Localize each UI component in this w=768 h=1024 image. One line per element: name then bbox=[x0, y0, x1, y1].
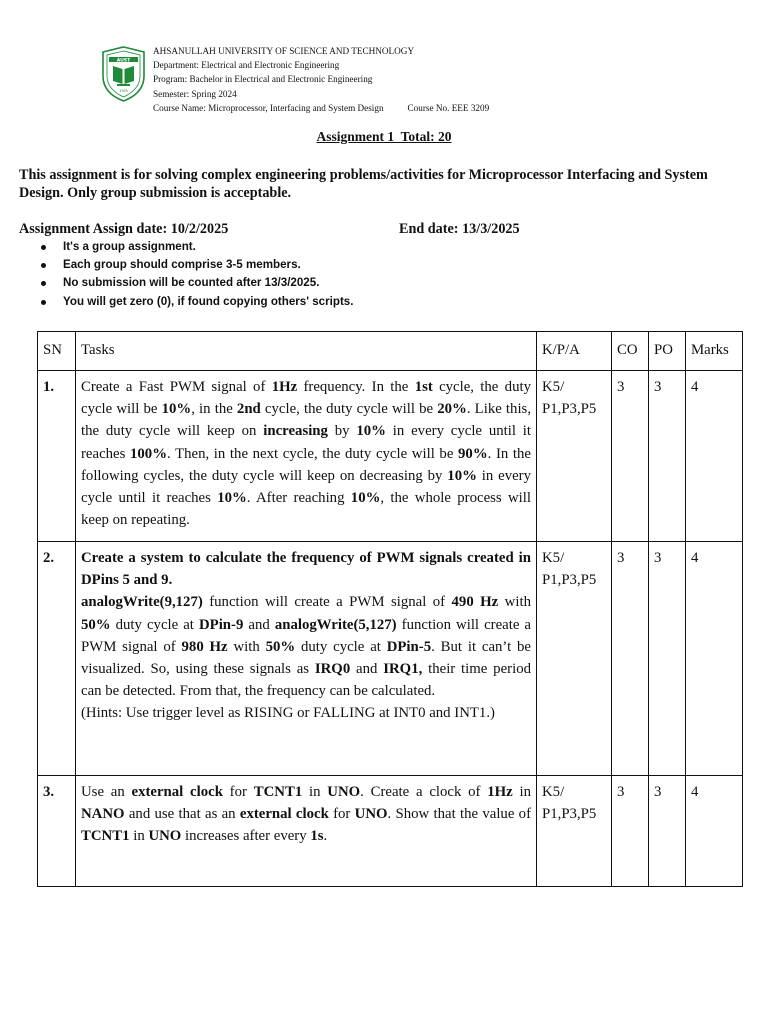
task-text: . Create a clock of bbox=[360, 784, 488, 800]
task-text-bold: UNO bbox=[148, 828, 182, 845]
col-header-po: PO bbox=[649, 332, 686, 371]
rule-item: It's a group assignment. bbox=[24, 238, 353, 256]
task-sn: 2. bbox=[38, 542, 76, 776]
task-text: increases after every bbox=[181, 828, 311, 845]
logo-year: 1995 bbox=[119, 89, 128, 93]
task-text-bold: DPin-9 bbox=[198, 616, 244, 633]
end-date: End date: 13/3/2025 bbox=[399, 221, 520, 237]
rules-list bbox=[24, 238, 353, 311]
task-text-bold: 1st bbox=[414, 379, 433, 395]
task-text-bold: 1Hz bbox=[487, 784, 513, 800]
rule-item: You will get zero (0), if found copying others' scripts. bbox=[24, 293, 353, 311]
task-text-bold: IRQ1, bbox=[383, 661, 423, 678]
task-text-bold: 50% bbox=[81, 616, 111, 633]
task-text: and bbox=[243, 616, 275, 633]
task-text: cycle, the duty cycle will be bbox=[260, 401, 438, 418]
bullet-icon bbox=[41, 281, 46, 286]
task-text-bold: 20% bbox=[437, 401, 467, 418]
tasks-table bbox=[37, 331, 743, 887]
task-text-bold: analogWrite(5,127) bbox=[274, 616, 397, 633]
task-text: duty cycle at bbox=[110, 616, 199, 633]
task-text-bold: 10% bbox=[161, 401, 192, 418]
task-text: duty cycle at bbox=[295, 638, 387, 655]
task-text: in bbox=[512, 784, 531, 800]
task-text-bold: 10% bbox=[447, 467, 477, 484]
task-text: their time period can be detected. From that, the frequency can be calculated. bbox=[81, 661, 531, 700]
course-name: Course Name: Microprocessor, Interfacing and System Design bbox=[153, 102, 384, 113]
course-number: Course No. EEE 3209 bbox=[407, 102, 490, 113]
task-text: (Hints: Use trigger level as RISING or FALLING at INT0 and INT1.) bbox=[81, 705, 495, 722]
dates-line bbox=[19, 221, 619, 239]
task-text: . After reaching bbox=[246, 490, 351, 507]
task-text: and bbox=[350, 661, 384, 678]
task-text-bold: analogWrite(9,127) bbox=[81, 594, 203, 611]
task-text: by bbox=[327, 423, 357, 440]
col-header-tasks: Tasks bbox=[76, 332, 537, 371]
bullet-icon bbox=[41, 300, 46, 305]
task-text-bold: 10% bbox=[350, 490, 381, 507]
task-po: 3 bbox=[649, 542, 686, 776]
task-text: with bbox=[227, 638, 266, 655]
task-co: 3 bbox=[612, 776, 649, 887]
task-text-bold: DPin-5 bbox=[386, 638, 432, 655]
task-text: function will create a PWM signal of bbox=[202, 594, 452, 611]
task-text-bold: 10% bbox=[356, 423, 386, 440]
bullet-icon bbox=[41, 245, 46, 250]
task-marks: 4 bbox=[686, 776, 743, 887]
task-text-bold: TCNT1 bbox=[253, 784, 303, 800]
task-text: Use an bbox=[81, 784, 132, 800]
university-name: AHSANULLAH UNIVERSITY OF SCIENCE AND TECHNOLOGY bbox=[153, 46, 415, 56]
task-text-bold: IRQ0 bbox=[314, 661, 351, 678]
task-text: function will create a PWM signal of bbox=[81, 616, 531, 655]
task-text-bold: 980 Hz bbox=[181, 638, 228, 655]
course-line bbox=[153, 101, 593, 115]
task-description bbox=[76, 371, 537, 542]
task-text: in bbox=[302, 784, 328, 800]
task-text: for bbox=[222, 784, 254, 800]
task-text: . In the following cycles, the duty cycle will keep on decreasing by bbox=[81, 445, 531, 484]
task-text: . Show that the value of bbox=[387, 806, 532, 823]
task-text-bold: 1Hz bbox=[271, 379, 298, 395]
rule-item: No submission will be counted after 13/3/2025. bbox=[24, 274, 353, 292]
task-text: Create a Fast PWM signal of bbox=[81, 379, 272, 395]
semester-line: Semester: Spring 2024 bbox=[153, 88, 237, 99]
table-header-row bbox=[38, 332, 743, 371]
task-po: 3 bbox=[649, 776, 686, 887]
assign-date: Assignment Assign date: 10/2/2025 bbox=[19, 221, 229, 237]
task-text: . But it can’t be visualized. So, using these signals as bbox=[81, 638, 531, 678]
task-text-bold: UNO bbox=[327, 784, 361, 800]
task-text-bold: TCNT1 bbox=[81, 828, 130, 845]
task-text-bold: 50% bbox=[265, 638, 296, 655]
department-line: Department: Electrical and Electronic Engineering bbox=[153, 60, 340, 71]
task-text-bold: Create a system to calculate the frequency of PWM signals created in DPins 5 and 9. bbox=[81, 550, 531, 589]
task-kpa: K5/ P1,P3,P5 bbox=[537, 542, 612, 776]
task-text-bold: 100% bbox=[130, 445, 167, 462]
assignment-title: Assignment 1 Total: 20 bbox=[316, 129, 452, 144]
university-info bbox=[153, 44, 593, 115]
task-po: 3 bbox=[649, 371, 686, 542]
table-row bbox=[38, 542, 743, 776]
task-text: cycle, the duty cycle will be bbox=[81, 379, 531, 418]
task-sn: 1. bbox=[38, 371, 76, 542]
task-text: , in the bbox=[191, 401, 237, 418]
task-text-bold: NANO bbox=[81, 806, 125, 823]
task-co: 3 bbox=[612, 542, 649, 776]
task-text: . Then, in the next cycle, the duty cycle will be bbox=[167, 445, 459, 462]
task-text-bold: 90% bbox=[458, 445, 488, 462]
task-text-bold: increasing bbox=[263, 423, 328, 440]
task-text-bold: UNO bbox=[354, 806, 388, 823]
table-row bbox=[38, 776, 743, 887]
university-logo bbox=[101, 46, 146, 102]
task-co: 3 bbox=[612, 371, 649, 542]
task-text: . bbox=[323, 828, 328, 845]
task-text-bold: 10% bbox=[217, 490, 247, 507]
task-text: frequency. In the bbox=[297, 379, 415, 395]
intro-paragraph: This assignment is for solving complex engineering problems/activities for Microprocessor Interfacing and System Design. Only group submission is acceptable. bbox=[19, 167, 708, 201]
task-kpa: K5/ P1,P3,P5 bbox=[537, 776, 612, 887]
table-row bbox=[38, 371, 743, 542]
task-sn: 3. bbox=[38, 776, 76, 887]
task-text: for bbox=[328, 806, 355, 823]
bullet-icon bbox=[41, 263, 46, 268]
task-text-bold: external clock bbox=[239, 806, 329, 823]
task-text: in every cycle until it reaches bbox=[81, 423, 531, 462]
task-text-bold: external clock bbox=[131, 784, 223, 800]
task-text: and use that as an bbox=[124, 806, 240, 823]
task-text-bold: 2nd bbox=[236, 401, 261, 418]
program-line: Program: Bachelor in Electrical and Electronic Engineering bbox=[153, 74, 373, 85]
col-header-marks: Marks bbox=[686, 332, 743, 371]
col-header-kpa: K/P/A bbox=[537, 332, 612, 371]
task-text-bold: 1s bbox=[310, 828, 324, 845]
task-text: , the whole process will keep on repeating. bbox=[81, 490, 531, 529]
task-text: in every cycle until it reaches bbox=[81, 467, 531, 507]
task-kpa: K5/ P1,P3,P5 bbox=[537, 371, 612, 542]
task-description bbox=[76, 542, 537, 776]
task-marks: 4 bbox=[686, 371, 743, 542]
rule-item: Each group should comprise 3-5 members. bbox=[24, 256, 353, 274]
task-text: with bbox=[498, 594, 531, 611]
col-header-sn: SN bbox=[38, 332, 76, 371]
task-description bbox=[76, 776, 537, 887]
col-header-co: CO bbox=[612, 332, 649, 371]
logo-text-top: AUST bbox=[116, 58, 131, 64]
task-text-bold: 490 Hz bbox=[451, 594, 499, 611]
task-text: in bbox=[129, 828, 149, 845]
task-text: . Like this, the duty cycle will keep on bbox=[81, 401, 532, 440]
task-marks: 4 bbox=[686, 542, 743, 776]
